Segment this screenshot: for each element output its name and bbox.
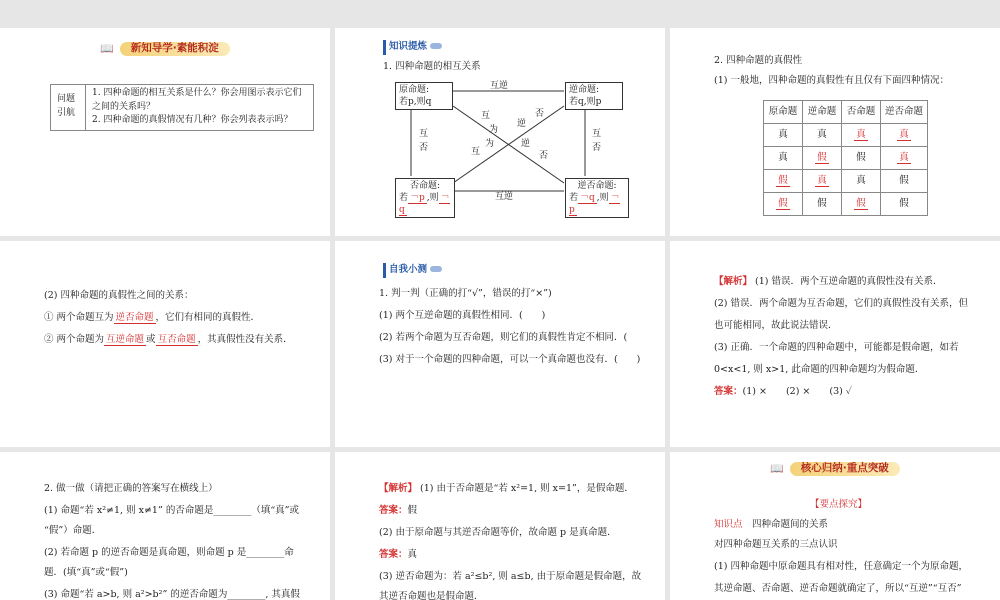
tag-knowledge: 知识提炼 xyxy=(383,40,442,55)
converse-proposition-box: 逆命题: 若q,则p xyxy=(565,82,623,110)
slide-1[interactable] xyxy=(0,28,330,236)
guide-label: 问题引航 xyxy=(51,85,86,131)
guide-q2: 2. 四种命题的真假情况有几种？你会列表表示吗？ xyxy=(92,115,293,125)
table-row: 假 假 假 假 xyxy=(764,193,928,216)
relation-heading: (2) 四种命题的真假性之间的关系： xyxy=(44,290,194,301)
section-heading: 【要点探究】 xyxy=(810,499,868,510)
slide-7[interactable]: 2. 做一做（请把正确的答案写在横线上） (1) 命题“若 x²≠1, 则 x≠1” 的否命题是________（填“真”或 “假”）命题． (2) 若命题 p 的逆否命题是真命题，则命题 p 是________命 题．(填“真”或“假”) (3) 命题“若 a>b, 则 a²>b²” 的逆否命题为________, 其真假 xyxy=(0,452,330,600)
relation-line-1: ① 两个命题互为 逆否命题 ，它们有相同的真假性． xyxy=(44,312,261,323)
book-icon: 📖 xyxy=(770,462,784,475)
slide-6[interactable]: 【解析】 (1) 错误．两个互逆命题的真假性没有关系． (2) 错误．两个命题为互否命题，它们的真假性没有关系，但 也可能相同，故此说法错误． (3) 正确．一个命题的四种命题中，可能都是假命题，如若 0<x<1, 则 x>1, 此命题的四种命题均为假命题． 答案：(1) × (2) × (3) ✓ xyxy=(670,241,1000,447)
label-bottom: 互逆 xyxy=(495,192,514,202)
table-row: 假 真 真 假 xyxy=(764,170,928,193)
slide-1-banner xyxy=(100,40,230,57)
slide-3[interactable] xyxy=(670,28,1000,236)
guide-q1: 1. 四种命题的相互关系是什么？你会用图示表示它们之间的关系吗？ xyxy=(92,88,302,112)
table-row: 真 真 真 真 xyxy=(764,124,928,147)
truth-intro: (1) 一般地，四种命题的真假性有且仅有下面四种情况： xyxy=(714,75,949,86)
slide-9-banner xyxy=(770,460,900,477)
slide-9[interactable]: 📖 核心归纳·重点突破 【要点探究】 知识点 四种命题间的关系 对四种命题互关系的三点认识 (1) 四种命题中原命题具有相对性，任意确定一个为原命题， 其逆命题、否命题、逆否命题就确定了，所以“互逆”“互否” xyxy=(670,452,1000,600)
diagram-title: 1. 四种命题的相互关系 xyxy=(383,61,481,72)
book-icon: 📖 xyxy=(100,42,114,55)
inverse-proposition-box: 否命题: 若 ￢p ,则 ￢q xyxy=(395,178,455,218)
truth-title: 2. 四种命题的真假性 xyxy=(714,55,803,66)
slide-5[interactable]: 自我小测 1. 判一判（正确的打“√”，错误的打“×”) (1) 两个互逆命题的真假性相同．( ) (2) 若两个命题为互否命题，则它们的真假性肯定不相同．( (3) 对于一个命题的四种命题，可以一个真命题也没有．( ) xyxy=(335,241,665,447)
slide-4[interactable] xyxy=(0,241,330,447)
contrapositive-proposition-box: 逆否命题: 若 ￢q ,则 ￢p xyxy=(565,178,629,218)
guide-table xyxy=(50,84,314,131)
original-proposition-box: 原命题: 若p,则q xyxy=(395,82,453,110)
truth-table: 原命题 逆命题 否命题 逆否命题 真 真 真 真 真 假 假 真 假 真 真 假 假 假 假 假 xyxy=(763,100,928,216)
banner-text: 新知导学·素能积淀 xyxy=(120,42,230,56)
relation-line-2: ② 两个命题为 互逆命题 或 互否命题 ，其真假性没有关系． xyxy=(44,334,293,345)
slide-8[interactable]: 【解析】 (1) 由于否命题是“若 x²=1, 则 x=1”，是假命题． 答案：假 (2) 由于原命题与其逆否命题等价，故命题 p 是真命题． 答案：真 (3) 逆否命题为：若 a²≤b², 则 a≤b, 由于原命题是假命题，故 其逆否命题也是假命题． xyxy=(335,452,665,600)
table-row: 真 假 假 真 xyxy=(764,147,928,170)
banner-text: 核心归纳·重点突破 xyxy=(790,462,900,476)
label-top: 互逆 xyxy=(490,81,509,91)
slide-2[interactable]: 知识提炼 1. 四种命题的相互关系 原命题: 若p,则q 逆命题: 若q,则p 否命题: 若 ￢p ,则 ￢q 逆否命题: 若 ￢q ,则 ￢p 互逆 互逆 互 否 互 否 互 为 逆 否 互 为 逆 否 xyxy=(335,28,665,236)
tag-self-test: 自我小测 xyxy=(383,263,442,278)
